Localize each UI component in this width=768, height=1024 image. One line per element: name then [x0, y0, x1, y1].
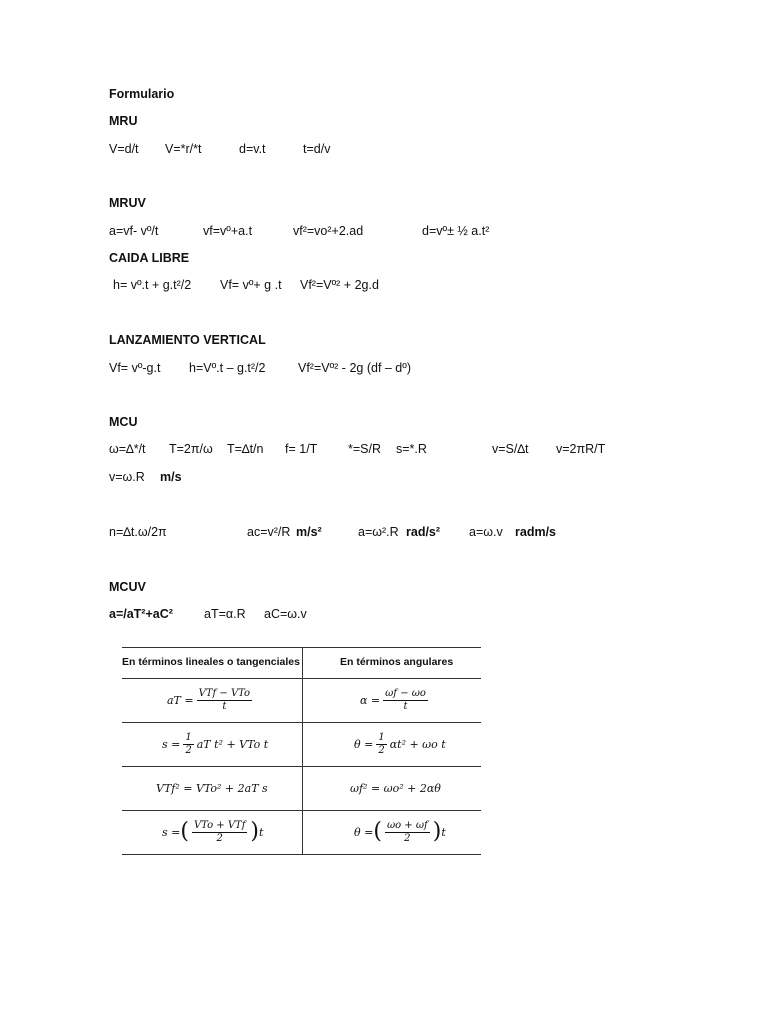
fraction-numerator: VTo + VTf	[193, 819, 246, 831]
formula-mruv-3: vf²=vo²+2.ad	[293, 224, 364, 238]
formula-tangential-acceleration	[167, 683, 255, 717]
formula-mruv-2: vf=vº+a.t	[203, 224, 253, 238]
formula-angular-displacement	[354, 727, 446, 761]
paren-left: (	[180, 819, 189, 844]
fraction-denominator: 2	[404, 832, 411, 844]
fraction-numerator: 1	[378, 731, 385, 743]
unit-mcu-4: radm/s	[515, 525, 556, 539]
formula-mru-2: V=*r/*t	[165, 142, 202, 156]
formula-mcu-9: v=ω.R	[109, 470, 145, 484]
fraction-denominator: 2	[216, 832, 223, 844]
fraction-denominator: t	[222, 700, 227, 712]
formula-mcu-12: a=ω².R	[358, 525, 399, 539]
formula-angular-velocity-squared: ωf² = ωo² + 2αθ	[350, 781, 441, 795]
formula-mcuv-1: a=/aT²+aC²	[109, 607, 173, 621]
formula-mcu-8: v=2πR/T	[556, 442, 606, 456]
heading-mruv: MRUV	[109, 196, 146, 210]
formula-mcu-10: n=∆t.ω/2π	[109, 525, 167, 539]
heading-mru: MRU	[109, 114, 138, 128]
formula-linear-velocity-squared: VTf² = VTo² + 2aT s	[156, 781, 268, 795]
heading-mcu: MCU	[109, 415, 138, 429]
cell-rhs: αt² + ωo t	[389, 737, 446, 751]
formula-mcuv-3: aC=ω.v	[264, 607, 307, 621]
cell-lhs: s =	[162, 825, 181, 839]
fraction	[197, 688, 252, 713]
formula-mcuv-2: aT=α.R	[204, 607, 246, 621]
formula-lanzamiento-2: h=Vº.t – g.t²/2	[189, 361, 266, 375]
fraction	[192, 820, 247, 845]
formula-mruv-1: a=vf- vº/t	[109, 224, 159, 238]
heading-caida-libre: CAIDA LIBRE	[109, 251, 190, 265]
formula-angular-average	[354, 815, 446, 849]
fraction	[183, 732, 193, 757]
cell-lhs: θ =	[354, 737, 374, 751]
table-header-angular: En términos angulares	[340, 656, 454, 668]
formula-mru-1: V=d/t	[109, 142, 139, 156]
cell-lhs: θ =	[354, 825, 374, 839]
fraction-denominator: 2	[185, 744, 192, 756]
formula-mcu-2: T=2π/ω	[169, 442, 213, 456]
cell-rhs: t	[259, 825, 264, 839]
formula-lanzamiento-1: Vf= vº-g.t	[109, 361, 161, 375]
cell-lhs: aT =	[167, 693, 194, 707]
unit-mcu-1: m/s	[160, 470, 182, 484]
unit-mcu-3: rad/s²	[406, 525, 441, 539]
formula-mru-4: t=d/v	[303, 142, 331, 156]
formula-angular-acceleration	[360, 683, 431, 717]
formula-table	[122, 647, 481, 855]
table-header-linear: En términos lineales o tangenciales	[122, 656, 300, 668]
formula-mru-3: d=v.t	[239, 142, 266, 156]
formula-linear-average	[162, 815, 263, 849]
cell-rhs: aT t² + VTo t	[196, 737, 269, 751]
heading-lanzamiento-vertical: LANZAMIENTO VERTICAL	[109, 333, 266, 347]
formula-mcu-11: ac=v²/R	[247, 525, 291, 539]
fraction	[385, 820, 430, 845]
formula-mcu-3: T=∆t/n	[227, 442, 264, 456]
fraction-numerator: ωo + ωf	[386, 819, 428, 831]
fraction	[383, 688, 428, 713]
unit-mcu-2: m/s²	[296, 525, 322, 539]
formula-mcu-1: ω=∆*/t	[109, 442, 146, 456]
formula-mcu-5: *=S/R	[348, 442, 382, 456]
fraction	[376, 732, 386, 757]
formula-mcu-6: s=*.R	[396, 442, 427, 456]
formula-mcu-7: v=S/∆t	[492, 442, 529, 456]
fraction-numerator: VTf − VTo	[198, 687, 251, 699]
cell-lhs: s =	[162, 737, 181, 751]
formula-caida-1: h= vº.t + g.t²/2	[113, 278, 192, 292]
paren-right: )	[250, 819, 260, 844]
paren-left: (	[373, 819, 382, 844]
fraction-numerator: ωf − ωo	[385, 687, 426, 699]
formula-caida-2: Vf= vº+ g .t	[220, 278, 282, 292]
formula-mcu-4: f= 1/T	[285, 442, 318, 456]
formula-lanzamiento-3: Vf²=Vº² - 2g (df – dº)	[298, 361, 411, 375]
formula-mcu-13: a=ω.v	[469, 525, 503, 539]
formula-linear-displacement	[162, 727, 268, 761]
formula-mruv-4: d=vº± ½ a.t²	[422, 224, 490, 238]
fraction-denominator: 2	[378, 744, 385, 756]
heading-mcuv: MCUV	[109, 580, 146, 594]
fraction-numerator: 1	[185, 731, 192, 743]
formula-caida-3: Vf²=Vº² + 2g.d	[300, 278, 379, 292]
document-title: Formulario	[109, 87, 175, 101]
fraction-denominator: t	[403, 700, 408, 712]
cell-lhs: α =	[360, 693, 381, 707]
paren-right: )	[432, 819, 442, 844]
table-column-divider	[302, 647, 303, 855]
cell-rhs: t	[441, 825, 446, 839]
